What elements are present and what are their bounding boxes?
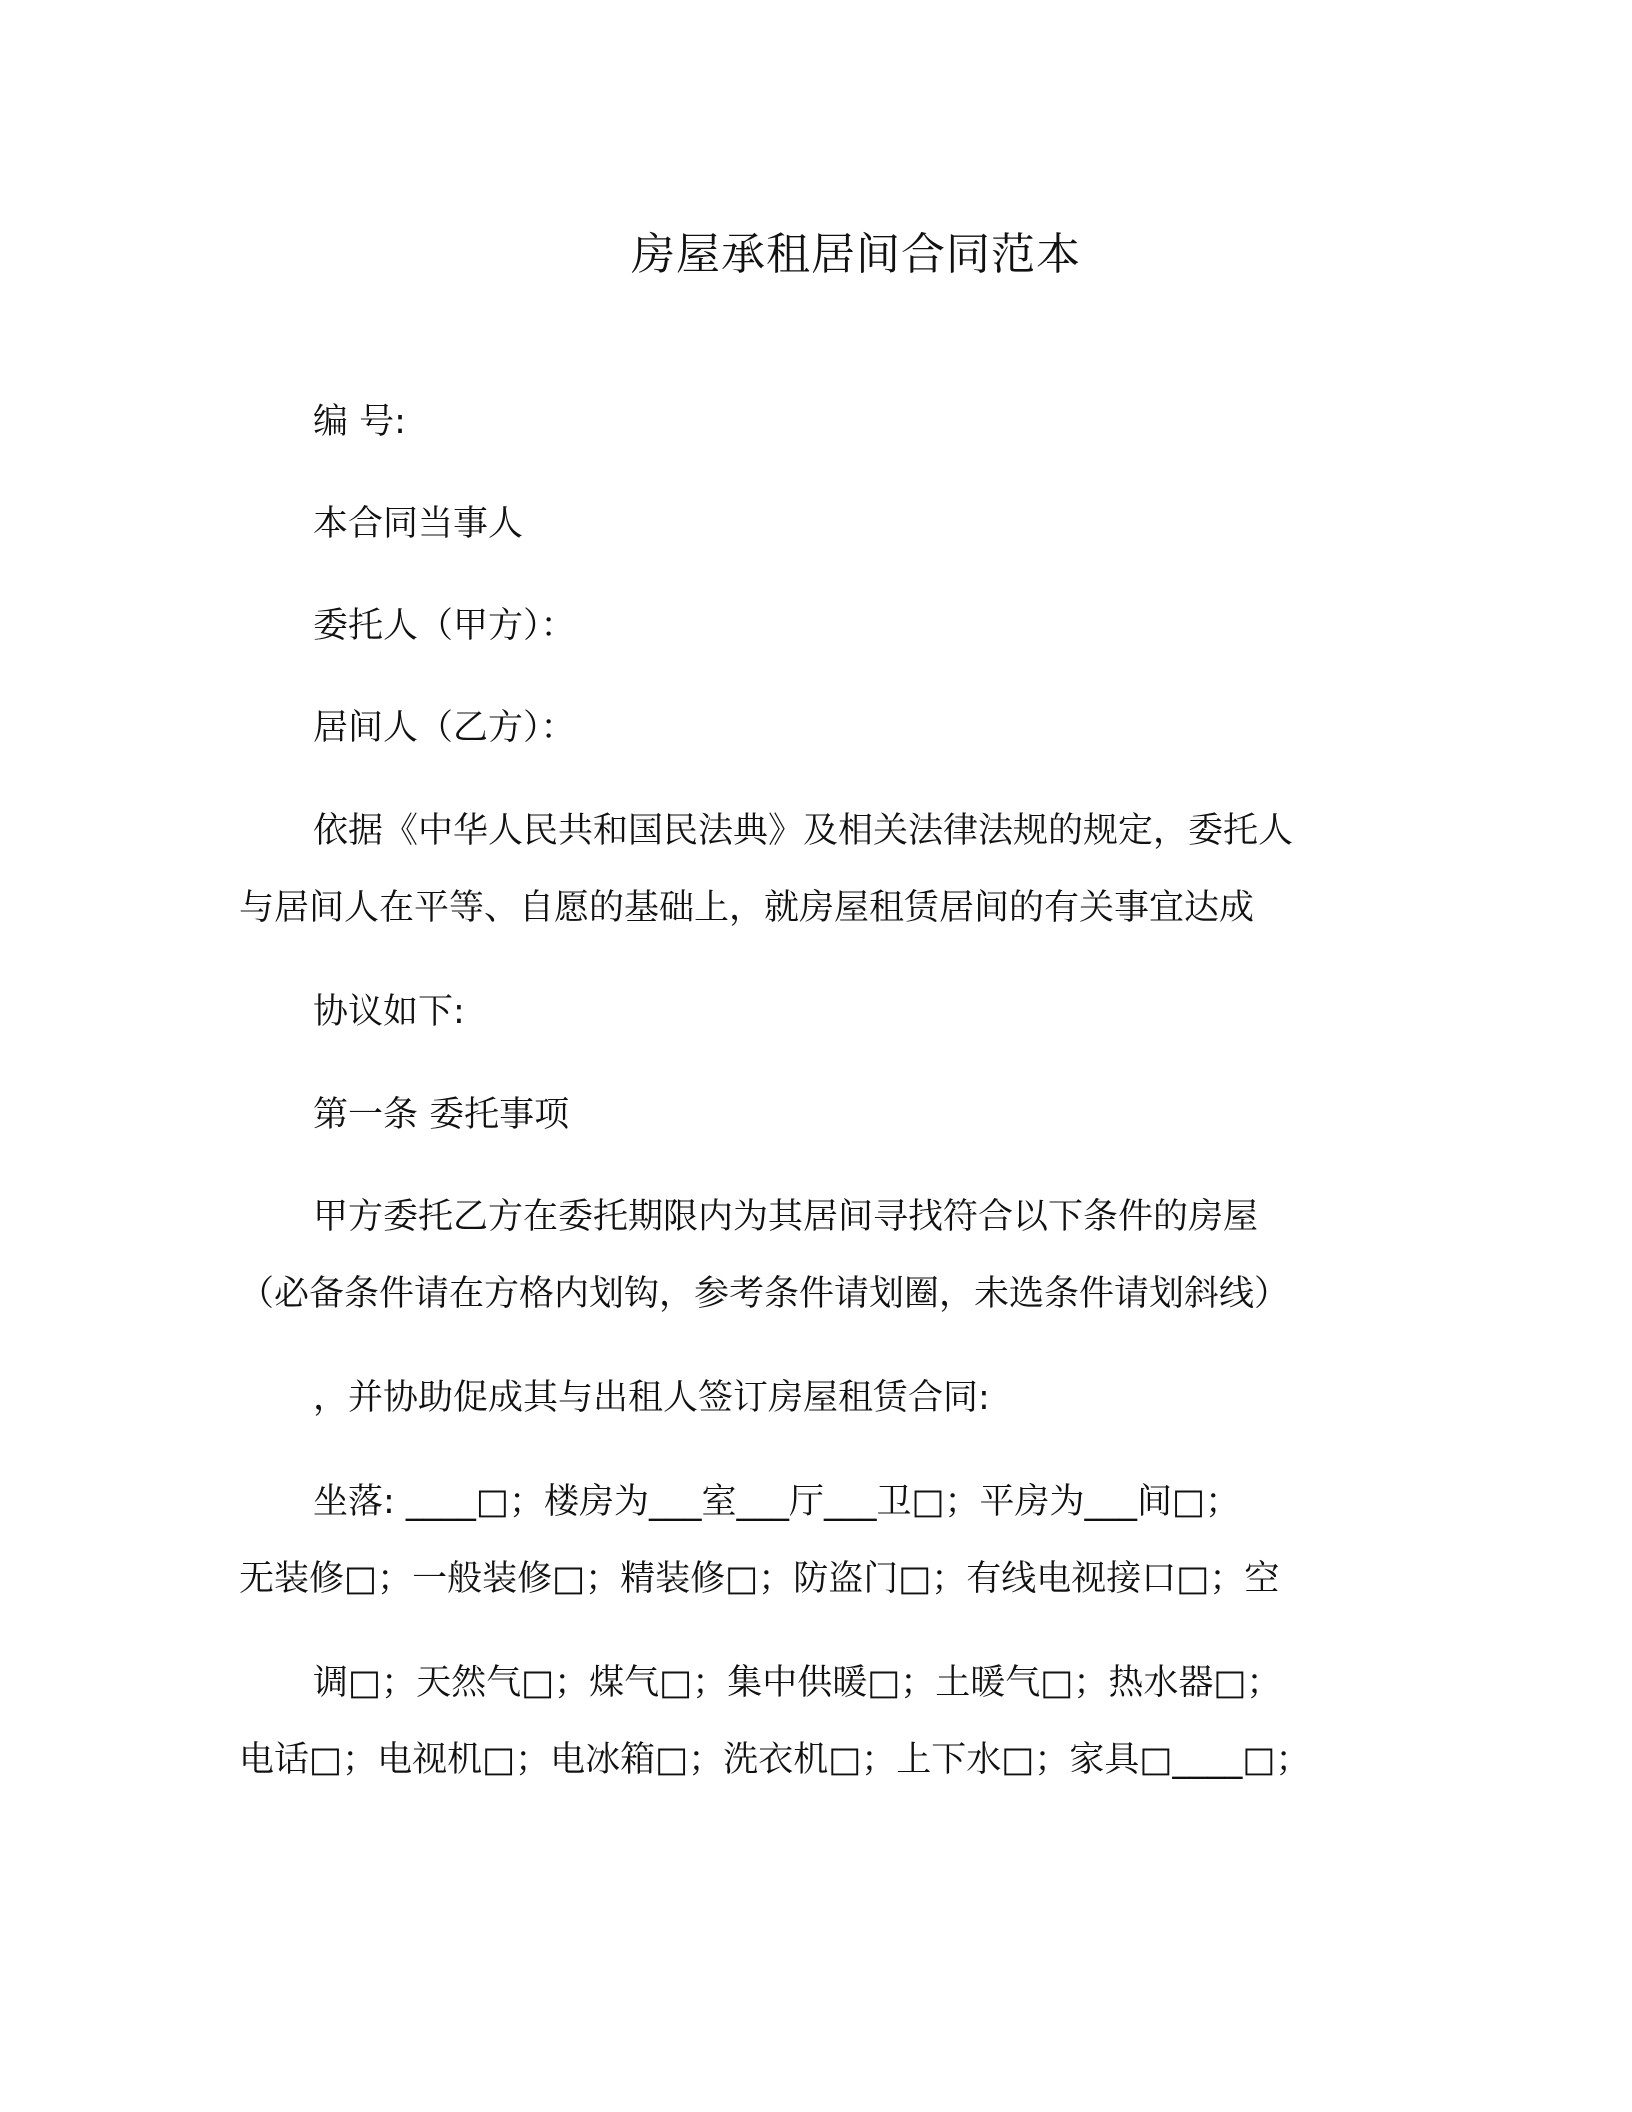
preamble-line-2: 与居间人在平等、自愿的基础上，就房屋租赁居间的有关事宜达成 xyxy=(239,888,1255,928)
conditions-line-3: 调□；天然气□；煤气□；集中供暖□；土暖气□；热水器□； xyxy=(313,1663,1282,1703)
parties-heading: 本合同当事人 xyxy=(313,504,524,544)
document-title: 房屋承租居间合同范本 xyxy=(631,229,1081,280)
preamble-line-1: 依据《中华人民共和国民法典》及相关法律法规的规定，委托人 xyxy=(313,811,1294,851)
party-b-line: 居间人（乙方）： xyxy=(313,708,576,748)
preamble-line-3: 协议如下: xyxy=(313,992,465,1032)
conditions-line-1: 坐落: ____□；楼房为___室___厅___卫□；平房为___间□； xyxy=(313,1482,1241,1522)
article-1-line-1: 甲方委托乙方在委托期限内为其居间寻找符合以下条件的房屋 xyxy=(313,1197,1259,1237)
conditions-line-4: 电话□；电视机□；电冰箱□；洗衣机□；上下水□；家具□____□； xyxy=(239,1740,1311,1780)
article-1-heading: 第一条 委托事项 xyxy=(313,1095,570,1135)
conditions-line-2: 无装修□；一般装修□；精装修□；防盗门□；有线电视接口□；空 xyxy=(239,1559,1280,1599)
article-1-line-3: ，并协助促成其与出租人签订房屋租赁合同: xyxy=(313,1378,990,1418)
article-1-line-2: （必备条件请在方格内划钩，参考条件请划圈，未选条件请划斜线） xyxy=(239,1274,1290,1314)
contract-number-line: 编 号: xyxy=(313,402,406,442)
party-a-line: 委托人（甲方）： xyxy=(313,606,576,646)
